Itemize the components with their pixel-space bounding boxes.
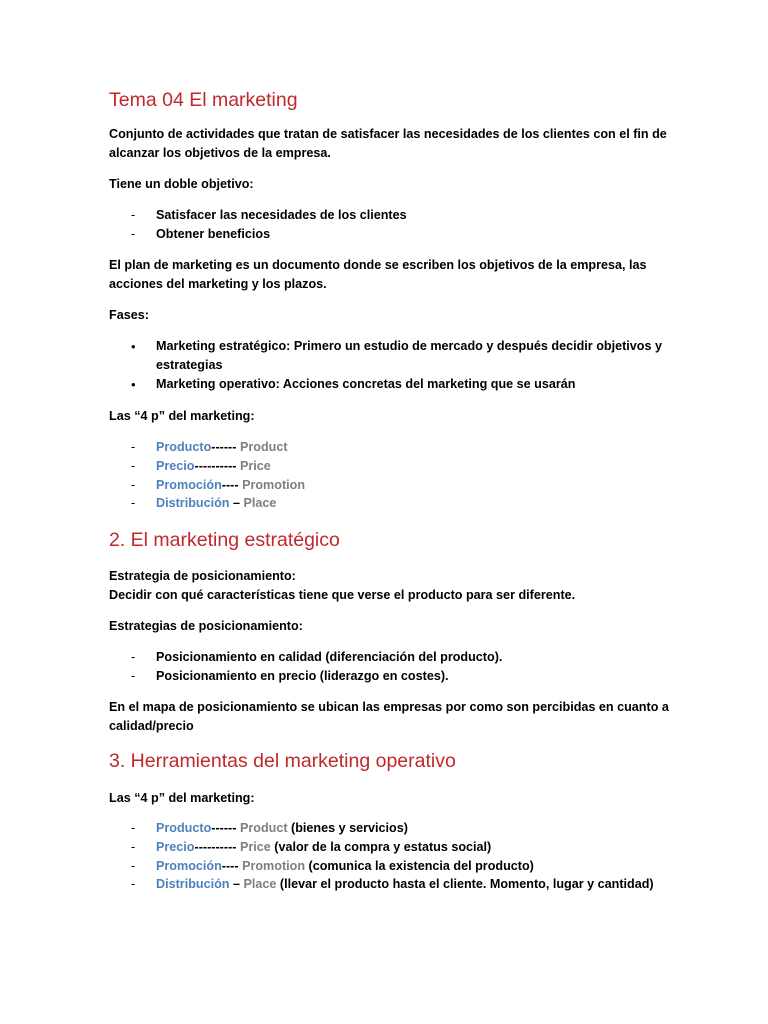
plan-line-2: acciones del marketing y los plazos. [109, 277, 327, 291]
dash-marker: - [131, 478, 136, 492]
plan-text-a: El plan de marketing es un [109, 258, 273, 272]
term-desc: (llevar el producto hasta el cliente. Momento, lugar y cantidad) [276, 877, 654, 891]
term-sep: ---- [221, 478, 243, 492]
term-desc: (bienes y servicios) [287, 821, 408, 835]
term-sep: ------ [211, 821, 240, 835]
term-sep: ---- [221, 859, 243, 873]
term-es: Promoción [156, 478, 222, 492]
cuatro-p-label-2: Las “4 p” del marketing: [109, 791, 255, 805]
term-sep: – [229, 496, 244, 510]
doble-objetivo-label: Tiene un doble objetivo: [109, 177, 254, 191]
term-en: Price [239, 459, 271, 473]
mapa-line-2: calidad/precio [109, 719, 194, 733]
dash-marker: - [131, 877, 136, 891]
dash-marker: - [131, 227, 136, 241]
estrategia-item: Posicionamiento en precio (liderazgo en costes). [156, 669, 449, 683]
section-heading-operativo: 3. Herramientas del marketing operativo [109, 750, 456, 772]
fase-desc-cont: estrategias [156, 358, 223, 372]
term-es: Distribución [156, 877, 230, 891]
four-p-entry [156, 494, 276, 513]
four-p-entry [156, 438, 288, 457]
fase-name: Marketing estratégico: [156, 339, 291, 353]
term-en: Promotion [242, 478, 306, 492]
term-en: Place [243, 877, 277, 891]
section-heading-estrategico: 2. El marketing estratégico [109, 529, 340, 551]
four-p-entry [156, 875, 654, 894]
four-p-entry [156, 457, 271, 476]
estrategia-item: Posicionamiento en calidad (diferenciación del producto). [156, 650, 503, 664]
four-p-entry [156, 819, 408, 838]
term-en: Product [239, 821, 288, 835]
fase-desc: Primero un estudio de mercado y después decidir objetivos y [290, 339, 662, 353]
fase-text [156, 337, 662, 356]
mapa-line-1: En el mapa de posicionamiento se ubican las empresas por como son percibidas en cuanto a [109, 700, 669, 714]
bullet-marker: • [131, 339, 136, 354]
fase-text [156, 375, 575, 394]
plan-text-c: donde se escriben los objetivos de la empresa, las [339, 258, 647, 272]
dash-marker: - [131, 208, 136, 222]
estrategia-label: Estrategia de posicionamiento: [109, 569, 296, 583]
dash-marker: - [131, 440, 136, 454]
definition-line-2: alcanzar los objetivos de la empresa. [109, 146, 331, 160]
term-sep: ------ [211, 440, 240, 454]
cuatro-p-label: Las “4 p” del marketing: [109, 409, 255, 423]
term-es: Promoción [156, 859, 222, 873]
term-es: Distribución [156, 496, 230, 510]
page-title: Tema 04 El marketing [109, 89, 298, 111]
four-p-entry [156, 476, 305, 495]
term-sep: – [229, 877, 244, 891]
objetivo-text: Satisfacer las necesidades de los clientes [156, 208, 407, 222]
fase-desc: Acciones concretas del marketing que se usarán [279, 377, 576, 391]
dash-marker: - [131, 840, 136, 854]
dash-marker: - [131, 459, 136, 473]
plan-line-1 [109, 256, 647, 275]
dash-marker: - [131, 859, 136, 873]
dash-marker: - [131, 821, 136, 835]
term-es: Producto [156, 821, 212, 835]
bullet-marker: • [131, 377, 136, 392]
term-sep: ---------- [194, 459, 240, 473]
estrategia-text: Decidir con qué características tiene que verse el producto para ser diferente. [109, 588, 576, 602]
dash-marker: - [131, 650, 136, 664]
term-en: Promotion [242, 859, 306, 873]
term-en: Place [243, 496, 277, 510]
term-desc: (valor de la compra y estatus social) [270, 840, 492, 854]
estrategias-label: Estrategias de posicionamiento: [109, 619, 303, 633]
term-es: Precio [156, 459, 195, 473]
term-en: Price [239, 840, 271, 854]
definition-line-1: Conjunto de actividades que tratan de satisfacer las necesidades de los clientes con el fin de [109, 127, 667, 141]
plan-text-b: documento [272, 258, 340, 272]
term-sep: ---------- [194, 840, 240, 854]
dash-marker: - [131, 669, 136, 683]
four-p-entry [156, 838, 491, 857]
four-p-entry [156, 857, 534, 876]
term-es: Producto [156, 440, 212, 454]
dash-marker: - [131, 496, 136, 510]
term-es: Precio [156, 840, 195, 854]
objetivo-text: Obtener beneficios [156, 227, 271, 241]
term-desc: (comunica la existencia del producto) [305, 859, 534, 873]
term-en: Product [239, 440, 288, 454]
fases-label: Fases: [109, 308, 149, 322]
fase-name: Marketing operativo: [156, 377, 280, 391]
